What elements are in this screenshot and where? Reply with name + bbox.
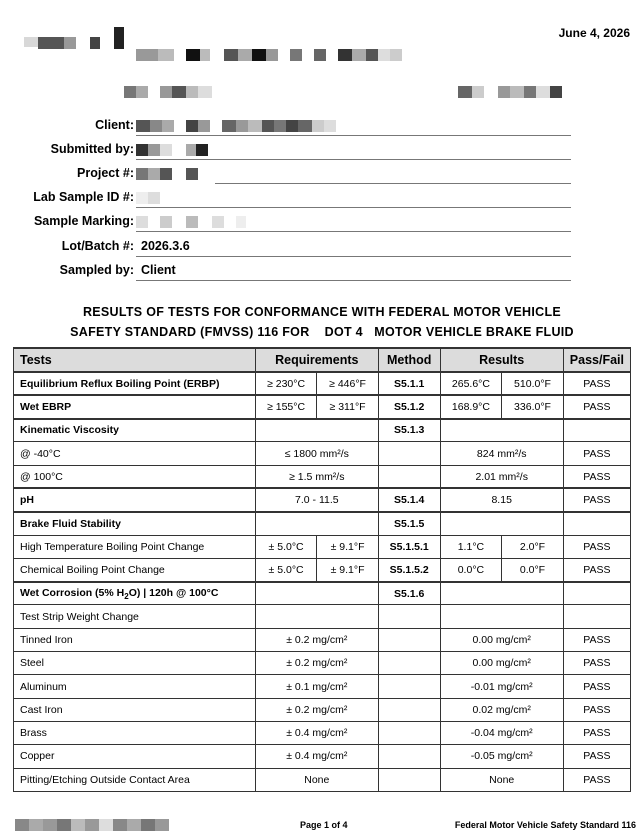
pass-fail: PASS: [563, 488, 630, 511]
redacted-value: [136, 120, 336, 132]
redacted-value: [136, 144, 208, 156]
pass-fail: PASS: [563, 768, 630, 791]
test-name: Cast Iron: [14, 698, 256, 721]
requirement-celsius: ≥ 155°C: [255, 395, 317, 418]
redacted-value: [136, 168, 198, 180]
result-celsius: 265.6°C: [440, 372, 502, 395]
method: S5.1.2: [378, 395, 440, 418]
pass-fail: PASS: [563, 535, 630, 558]
table-row: [14, 465, 631, 488]
field-label: Sample Marking:: [33, 214, 134, 228]
results-table: [13, 347, 631, 792]
test-name: @ -40°C: [14, 442, 256, 465]
report-title-line-2: SAFETY STANDARD (FMVSS) 116 FOR DOT 4 MOTOR VEHICLE BRAKE FLUID: [70, 325, 574, 339]
table-row: [14, 535, 631, 558]
table-row: [14, 628, 631, 651]
pass-fail: PASS: [563, 698, 630, 721]
result: None: [440, 768, 563, 791]
table-row: [14, 652, 631, 675]
requirement: 7.0 - 11.5: [255, 488, 378, 511]
pass-fail: PASS: [563, 652, 630, 675]
table-row: [14, 512, 631, 535]
field-project: [0, 166, 644, 186]
redacted-company-name: [24, 37, 124, 49]
table-header-row: [14, 348, 631, 372]
table-row: [14, 721, 631, 744]
table-row: [14, 372, 631, 395]
result: 8.15: [440, 488, 563, 511]
test-name: [14, 582, 256, 605]
header-tests: Tests: [14, 348, 256, 372]
subscript: 2: [124, 591, 129, 601]
table-row: [14, 698, 631, 721]
redacted-footer-left: [15, 819, 169, 831]
test-name: @ 100°C: [14, 465, 256, 488]
test-name: Steel: [14, 652, 256, 675]
pass-fail: PASS: [563, 745, 630, 768]
method: S5.1.5.2: [378, 558, 440, 581]
redacted-value: [136, 216, 246, 228]
header-requirements: Requirements: [255, 348, 378, 372]
method: S5.1.5.1: [378, 535, 440, 558]
result: -0.01 mg/cm²: [440, 675, 563, 698]
requirement-fahrenheit: ≥ 311°F: [317, 395, 378, 418]
result: -0.04 mg/cm²: [440, 721, 563, 744]
redacted-contact: [458, 86, 562, 98]
requirement: ≤ 1800 mm²/s: [255, 442, 378, 465]
requirement: ± 0.2 mg/cm²: [255, 628, 378, 651]
result: 824 mm²/s: [440, 442, 563, 465]
requirement: ± 0.4 mg/cm²: [255, 721, 378, 744]
pass-fail: PASS: [563, 372, 630, 395]
test-name: High Temperature Boiling Point Change: [14, 535, 256, 558]
result-celsius: 1.1°C: [440, 535, 502, 558]
field-lot-batch: [0, 239, 644, 259]
field-label: Submitted by:: [50, 142, 134, 156]
field-value: 2026.3.6: [141, 239, 190, 253]
method: S5.1.5: [378, 512, 440, 535]
result-fahrenheit: 336.0°F: [502, 395, 564, 418]
test-name-part: O) | 120h @ 100°C: [128, 586, 219, 599]
pass-fail: PASS: [563, 628, 630, 651]
table-row: [14, 442, 631, 465]
method: S5.1.4: [378, 488, 440, 511]
table-row: [14, 558, 631, 581]
table-row: [14, 582, 631, 605]
test-name-part: Wet Corrosion (5% H: [20, 586, 125, 599]
requirement-celsius: ± 5.0°C: [255, 535, 317, 558]
field-label: Client:: [95, 118, 134, 132]
requirement-celsius: ≥ 230°C: [255, 372, 317, 395]
requirement-fahrenheit: ± 9.1°F: [317, 558, 378, 581]
result-fahrenheit: 2.0°F: [502, 535, 564, 558]
header-pass-fail: Pass/Fail: [563, 348, 630, 372]
table-row: [14, 419, 631, 442]
page-number: Page 1 of 4: [300, 820, 348, 830]
result: 0.02 mg/cm²: [440, 698, 563, 721]
requirement: ± 0.4 mg/cm²: [255, 745, 378, 768]
requirement: ± 0.2 mg/cm²: [255, 652, 378, 675]
pass-fail: PASS: [563, 442, 630, 465]
field-label: Project #:: [77, 166, 134, 180]
pass-fail: PASS: [563, 395, 630, 418]
result-fahrenheit: 510.0°F: [502, 372, 564, 395]
test-name: Chemical Boiling Point Change: [14, 558, 256, 581]
requirement: ± 0.1 mg/cm²: [255, 675, 378, 698]
pass-fail: PASS: [563, 675, 630, 698]
method: S5.1.1: [378, 372, 440, 395]
result-celsius: 0.0°C: [440, 558, 502, 581]
field-sampled-by: [0, 263, 644, 283]
table-row: [14, 605, 631, 628]
result: 0.00 mg/cm²: [440, 628, 563, 651]
test-name: Wet EBRP: [14, 395, 256, 418]
field-label: Lot/Batch #:: [61, 239, 134, 253]
pass-fail: PASS: [563, 558, 630, 581]
result-celsius: 168.9°C: [440, 395, 502, 418]
field-label: Lab Sample ID #:: [33, 190, 134, 204]
requirement: None: [255, 768, 378, 791]
test-name: Brass: [14, 721, 256, 744]
table-row: [14, 745, 631, 768]
test-name: Kinematic Viscosity: [14, 419, 256, 442]
test-name: pH: [14, 488, 256, 511]
test-name: Aluminum: [14, 675, 256, 698]
report-date: June 4, 2026: [558, 26, 630, 40]
test-name: Test Strip Weight Change: [14, 605, 256, 628]
pass-fail: PASS: [563, 465, 630, 488]
result-fahrenheit: 0.0°F: [502, 558, 564, 581]
field-submitted-by: [0, 142, 644, 162]
field-lab-sample-id: [0, 190, 644, 210]
test-name: Equilibrium Reflux Boiling Point (ERBP): [14, 372, 256, 395]
requirement: ± 0.2 mg/cm²: [255, 698, 378, 721]
test-name: Tinned Iron: [14, 628, 256, 651]
header-results: Results: [440, 348, 563, 372]
redacted-company-tagline: [136, 49, 402, 61]
test-name: Brake Fluid Stability: [14, 512, 256, 535]
redacted-value: [136, 192, 160, 204]
redacted-address: [124, 86, 212, 98]
result: 2.01 mm²/s: [440, 465, 563, 488]
method: S5.1.6: [378, 582, 440, 605]
field-label: Sampled by:: [59, 263, 134, 277]
field-value: Client: [141, 263, 176, 277]
result: 0.00 mg/cm²: [440, 652, 563, 675]
table-row: [14, 395, 631, 418]
requirement: ≥ 1.5 mm²/s: [255, 465, 378, 488]
table-row: [14, 768, 631, 791]
header-method: Method: [378, 348, 440, 372]
field-client: [0, 118, 644, 138]
requirement-fahrenheit: ± 9.1°F: [317, 535, 378, 558]
footer-standard: Federal Motor Vehicle Safety Standard 116: [454, 820, 636, 830]
test-name: Pitting/Etching Outside Contact Area: [14, 768, 256, 791]
table-row: [14, 488, 631, 511]
field-sample-marking: [0, 214, 644, 234]
pass-fail: PASS: [563, 721, 630, 744]
result: -0.05 mg/cm²: [440, 745, 563, 768]
requirement-celsius: ± 5.0°C: [255, 558, 317, 581]
table-row: [14, 675, 631, 698]
test-name: Copper: [14, 745, 256, 768]
report-title-line-1: RESULTS OF TESTS FOR CONFORMANCE WITH FEDERAL MOTOR VEHICLE: [82, 305, 562, 319]
method: S5.1.3: [378, 419, 440, 442]
requirement-fahrenheit: ≥ 446°F: [317, 372, 378, 395]
